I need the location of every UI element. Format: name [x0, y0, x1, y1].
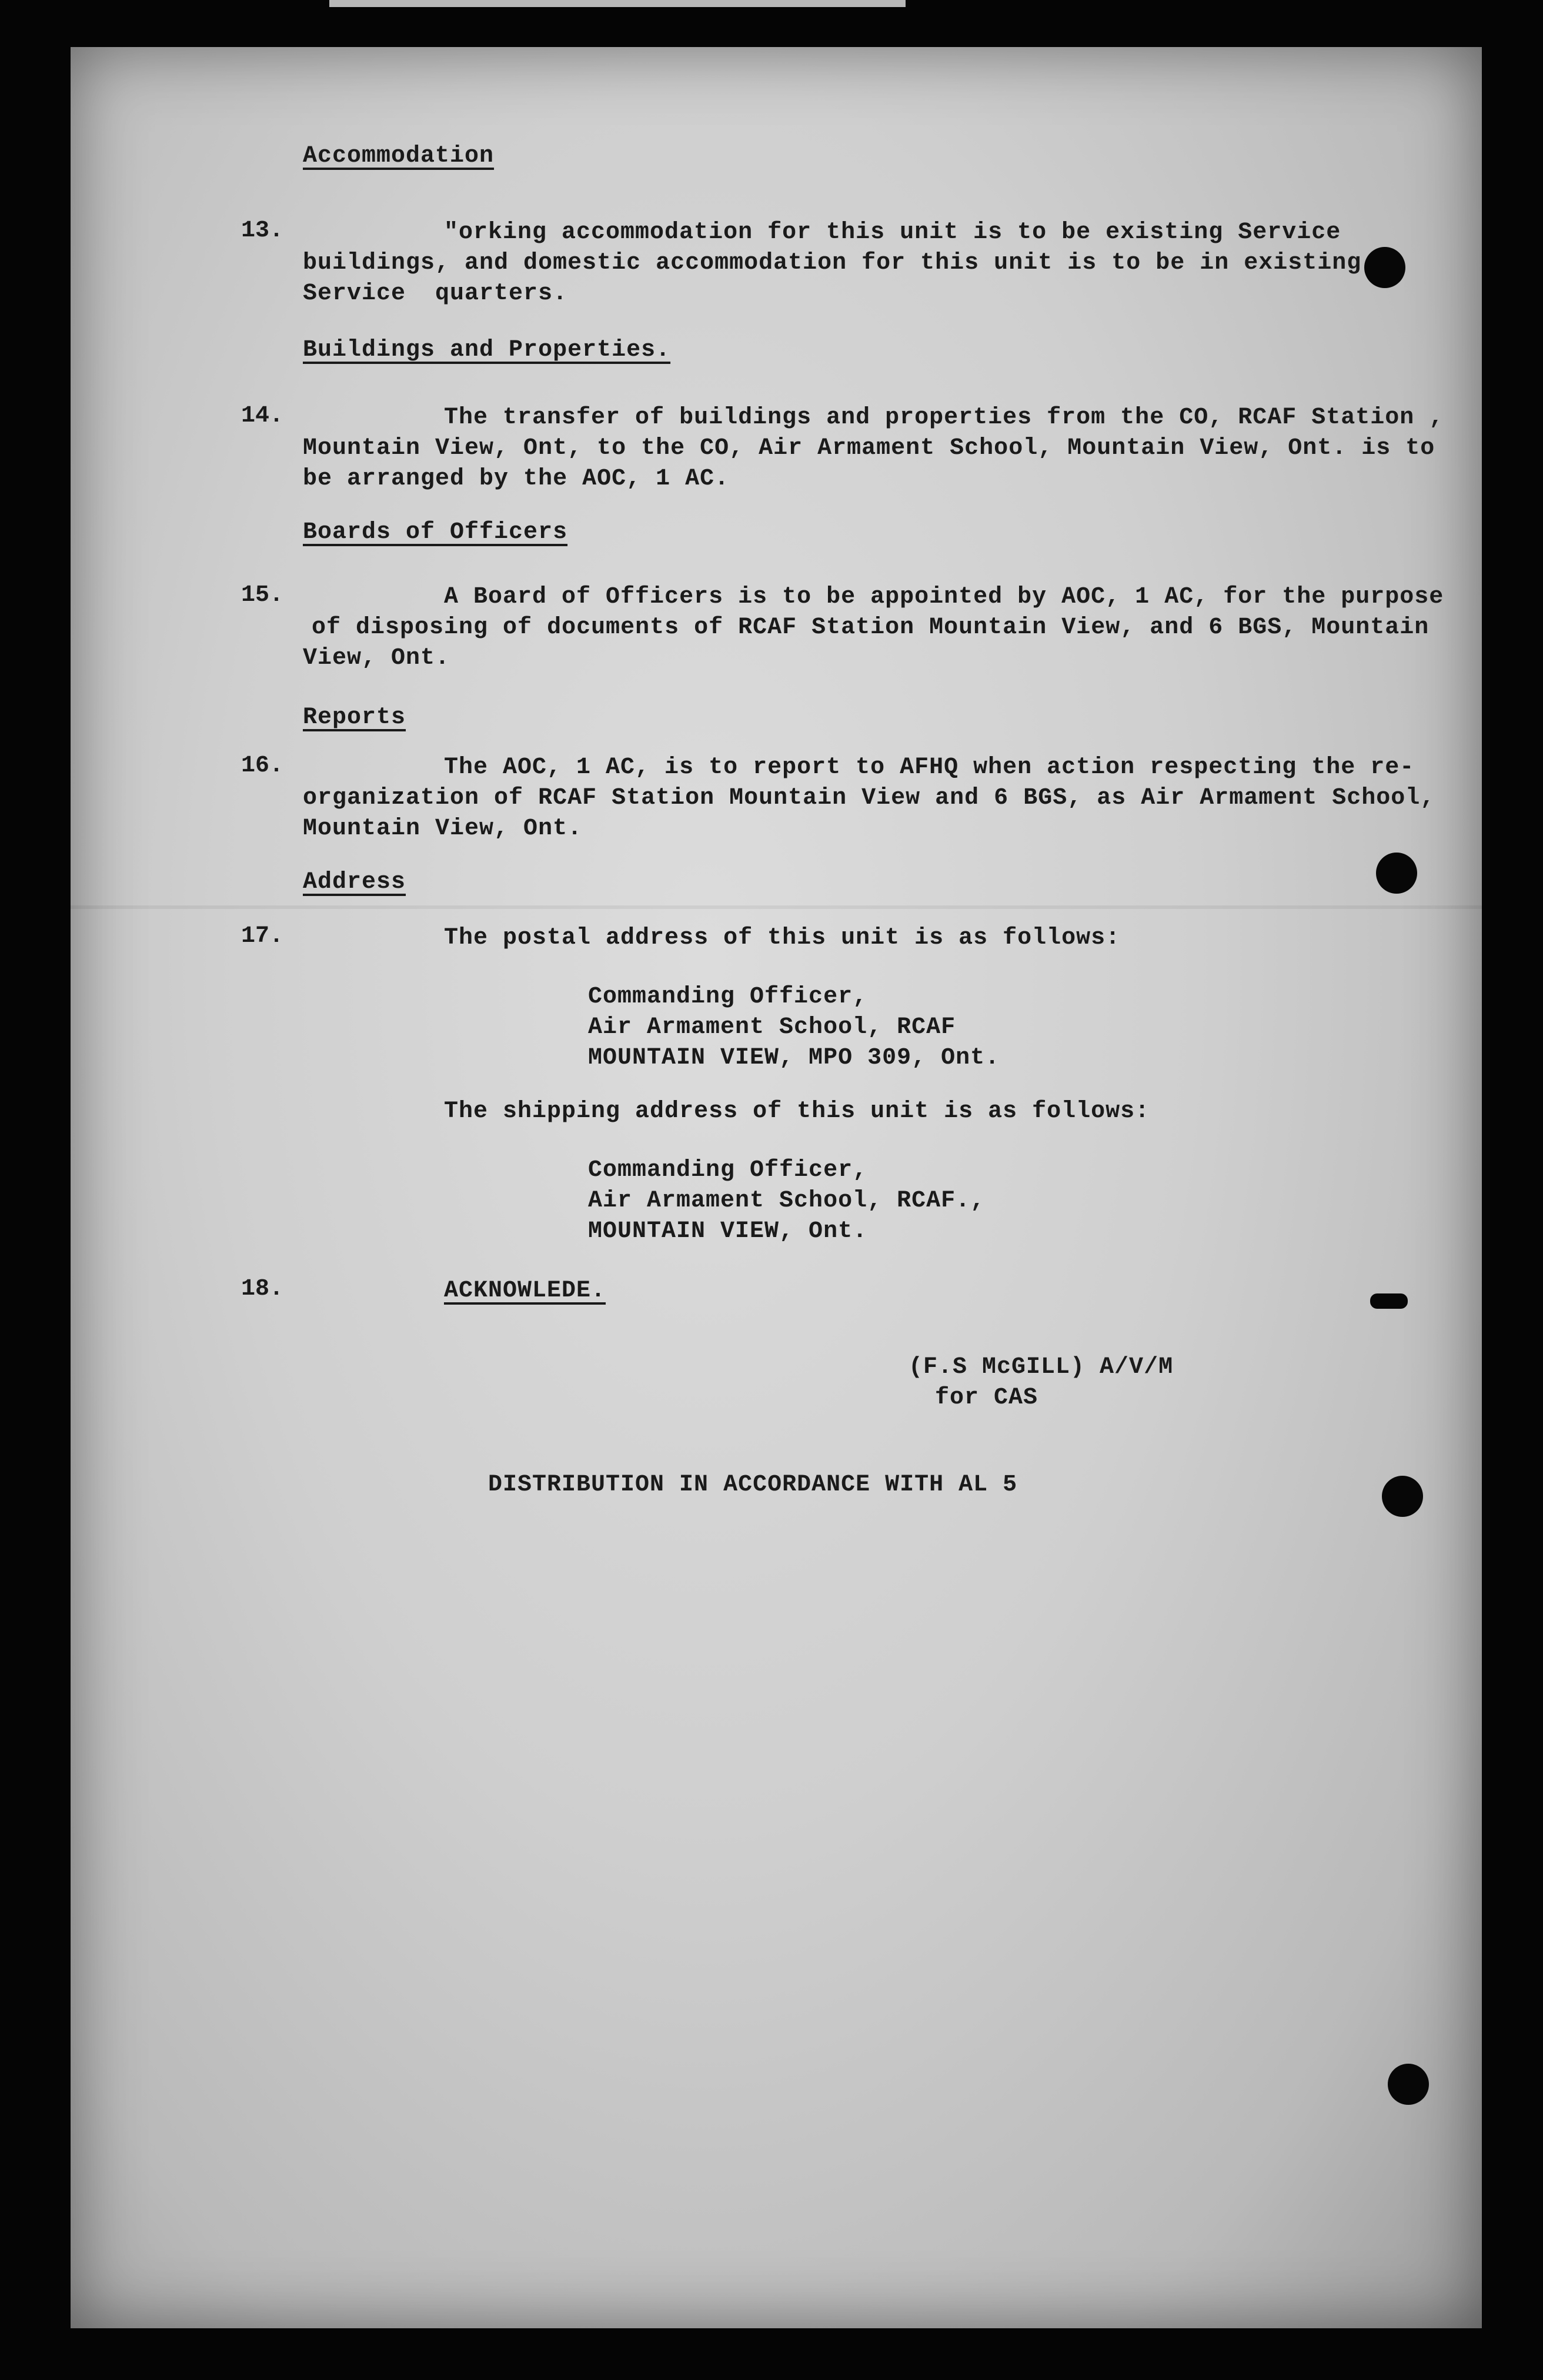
- section-heading-boards: Boards of Officers: [303, 519, 568, 546]
- paragraph-number-13: 13.: [241, 218, 284, 244]
- paragraph-13-line-3: Service quarters.: [303, 280, 568, 307]
- punch-hole: [1382, 1476, 1423, 1517]
- punch-hole: [1376, 853, 1417, 894]
- paragraph-13-line-2: buildings, and domestic accommodation for this unit is to be in existing: [303, 250, 1362, 276]
- punch-hole: [1364, 247, 1405, 288]
- punch-hole: [1370, 1293, 1408, 1309]
- document-page: [71, 47, 1482, 2328]
- paragraph-number-17: 17.: [241, 923, 284, 950]
- distribution-note: DISTRIBUTION IN ACCORDANCE WITH AL 5: [488, 1472, 1018, 1498]
- paragraph-16-line-2: organization of RCAF Station Mountain View and 6 BGS, as Air Armament School,: [303, 785, 1435, 811]
- shipping-intro: The shipping address of this unit is as follows:: [444, 1098, 1150, 1125]
- page-fold: [71, 905, 1482, 909]
- section-heading-address: Address: [303, 869, 406, 895]
- section-heading-accommodation: Accommodation: [303, 143, 495, 169]
- paragraph-14-line-3: be arranged by the AOC, 1 AC.: [303, 466, 730, 492]
- paragraph-15-line-1: A Board of Officers is to be appointed by AOC, 1 AC, for the purpose: [444, 584, 1444, 610]
- paragraph-number-15: 15.: [241, 582, 284, 609]
- paragraph-15-line-2: of disposing of documents of RCAF Station Mountain View, and 6 BGS, Mountain: [312, 614, 1430, 641]
- signature-for: for CAS: [935, 1385, 1038, 1411]
- shipping-address-line-1: Commanding Officer,: [588, 1157, 868, 1184]
- acknowledge-text: ACKNOWLEDE.: [444, 1278, 606, 1304]
- scan-edge: [329, 0, 906, 7]
- paragraph-13-line-1: "orking accommodation for this unit is to be existing Service: [444, 219, 1341, 246]
- shipping-address-line-3: MOUNTAIN VIEW, Ont.: [588, 1218, 868, 1245]
- section-heading-reports: Reports: [303, 704, 406, 731]
- paragraph-number-14: 14.: [241, 403, 284, 429]
- paragraph-16-line-3: Mountain View, Ont.: [303, 815, 583, 842]
- postal-address-line-3: MOUNTAIN VIEW, MPO 309, Ont.: [588, 1045, 1000, 1071]
- paragraph-number-16: 16.: [241, 753, 284, 779]
- postal-address-line-1: Commanding Officer,: [588, 984, 868, 1010]
- postal-address-line-2: Air Armament School, RCAF: [588, 1014, 956, 1041]
- paragraph-16-line-1: The AOC, 1 AC, is to report to AFHQ when action respecting the re-: [444, 754, 1415, 781]
- paragraph-15-line-3: View, Ont.: [303, 645, 450, 671]
- shipping-address-line-2: Air Armament School, RCAF.,: [588, 1188, 986, 1214]
- paragraph-14-line-1: The transfer of buildings and properties from the CO, RCAF Station ,: [444, 405, 1444, 431]
- signature-name: (F.S McGILL) A/V/M: [909, 1354, 1174, 1380]
- paragraph-17-line-1: The postal address of this unit is as follows:: [444, 925, 1121, 951]
- punch-hole: [1388, 2064, 1429, 2105]
- paragraph-14-line-2: Mountain View, Ont, to the CO, Air Armament School, Mountain View, Ont. is to: [303, 435, 1435, 462]
- paragraph-number-18: 18.: [241, 1276, 284, 1302]
- section-heading-buildings: Buildings and Properties.: [303, 337, 671, 363]
